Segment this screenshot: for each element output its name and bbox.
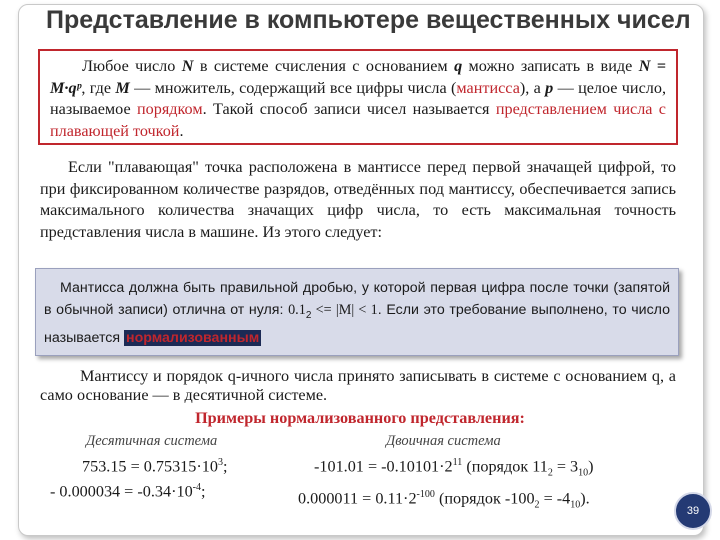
decimal-column <box>50 431 310 503</box>
binary-ex1-exp: 11 <box>452 457 463 468</box>
def-var-q: q <box>454 57 463 75</box>
def-text-3: можно записать в виде <box>462 57 639 75</box>
decimal-ex1-tail: ; <box>222 457 228 476</box>
binary-ex1-sub2: 10 <box>578 467 589 479</box>
binary-header: Двоичная система <box>386 433 501 449</box>
binary-ex2-b: = -4 <box>539 489 571 508</box>
decimal-ex1-exp: 3 <box>217 457 223 468</box>
examples-heading: Примеры нормализованного представления: <box>195 409 525 427</box>
def-var-p: p <box>545 78 554 97</box>
decimal-ex1-text: 753.15 = 0.75315·10 <box>82 457 218 476</box>
binary-column <box>298 431 688 515</box>
decimal-ex2-text: - 0.000034 = -0.34·10 <box>50 482 193 501</box>
binary-ex1-sub1: 2 <box>547 467 553 479</box>
binary-ex2-sub2: 10 <box>570 499 581 511</box>
slide-title: Представление в компьютере вещественных чисел <box>46 6 691 34</box>
decimal-header: Десятичная система <box>86 433 218 449</box>
binary-ex2-a: (порядок -100 <box>434 489 535 508</box>
decimal-example-1 <box>50 452 310 477</box>
binary-ex1-b: = 3 <box>552 457 579 476</box>
def-mantissa: мантисса <box>456 78 520 97</box>
binary-ex2-text: 0.000011 = 0.11·2 <box>298 489 417 508</box>
def-order: порядком <box>136 100 203 119</box>
paragraph-notation: Мантиссу и порядок q-ичного числа принято записывать в системе с основанием q, а само основание — в десятичной системе. <box>40 367 676 404</box>
page-number-badge: 39 <box>674 492 712 530</box>
def-text-2: в системе счисления с основанием <box>193 57 455 75</box>
binary-ex1-c: ) <box>588 457 594 476</box>
rule-box <box>35 268 679 356</box>
decimal-ex2-tail: ; <box>201 482 206 501</box>
binary-example-2 <box>298 484 688 516</box>
def-formula: N = M·qᵖ <box>50 57 666 97</box>
def-text-7: — целое число, называемое <box>50 78 666 119</box>
paragraph-floating-point: Если "плавающая" точка расположена в мантиссе перед первой значащей цифрой, то при фиксированном количестве разрядов, отведённых под мантиссу, обеспечивается запись максимального количества значащих цифр числа, то есть максимальная точность представления числа в машине. Из этого следует: <box>40 158 676 241</box>
definition-box <box>38 49 678 145</box>
def-floating-point: представлением числа с плавающей точкой <box>50 100 666 140</box>
binary-ex2-exp: -100 <box>416 488 435 500</box>
def-text-4: , где <box>81 78 116 97</box>
rule-cond-2: <= |M| < 1 <box>311 302 378 318</box>
def-text-6: ), а <box>519 78 546 97</box>
rule-text-1: Мантисса должна быть правильной дробью, у которой первая цифра после точки (запятой в обычной записи) отлична от нуля: <box>44 280 670 318</box>
def-var-n: N <box>181 57 194 75</box>
rule-normalized: нормализованным <box>126 329 260 346</box>
rule-cond-sub: 2 <box>305 309 312 321</box>
def-text-9: . <box>179 121 184 140</box>
rule-cond: 0.1 <box>288 302 306 318</box>
binary-ex2-sub1: 2 <box>534 499 540 511</box>
def-text-1: Любое число <box>82 57 182 75</box>
def-var-m: M <box>115 78 130 97</box>
binary-ex2-c: ). <box>580 489 590 508</box>
def-text-8: . Такой способ записи чисел называется <box>202 100 496 119</box>
decimal-example-2 <box>50 477 310 502</box>
rule-text-2: . Если это требование выполнено, то число называется <box>44 302 670 346</box>
def-text-5: — множитель, содержащий все цифры числа ( <box>129 78 457 97</box>
decimal-ex2-exp: -4 <box>192 482 202 494</box>
binary-ex1-text: -101.01 = -0.10101·2 <box>314 457 453 476</box>
binary-example-1 <box>298 452 688 484</box>
binary-ex1-a: (порядок 11 <box>462 457 548 476</box>
